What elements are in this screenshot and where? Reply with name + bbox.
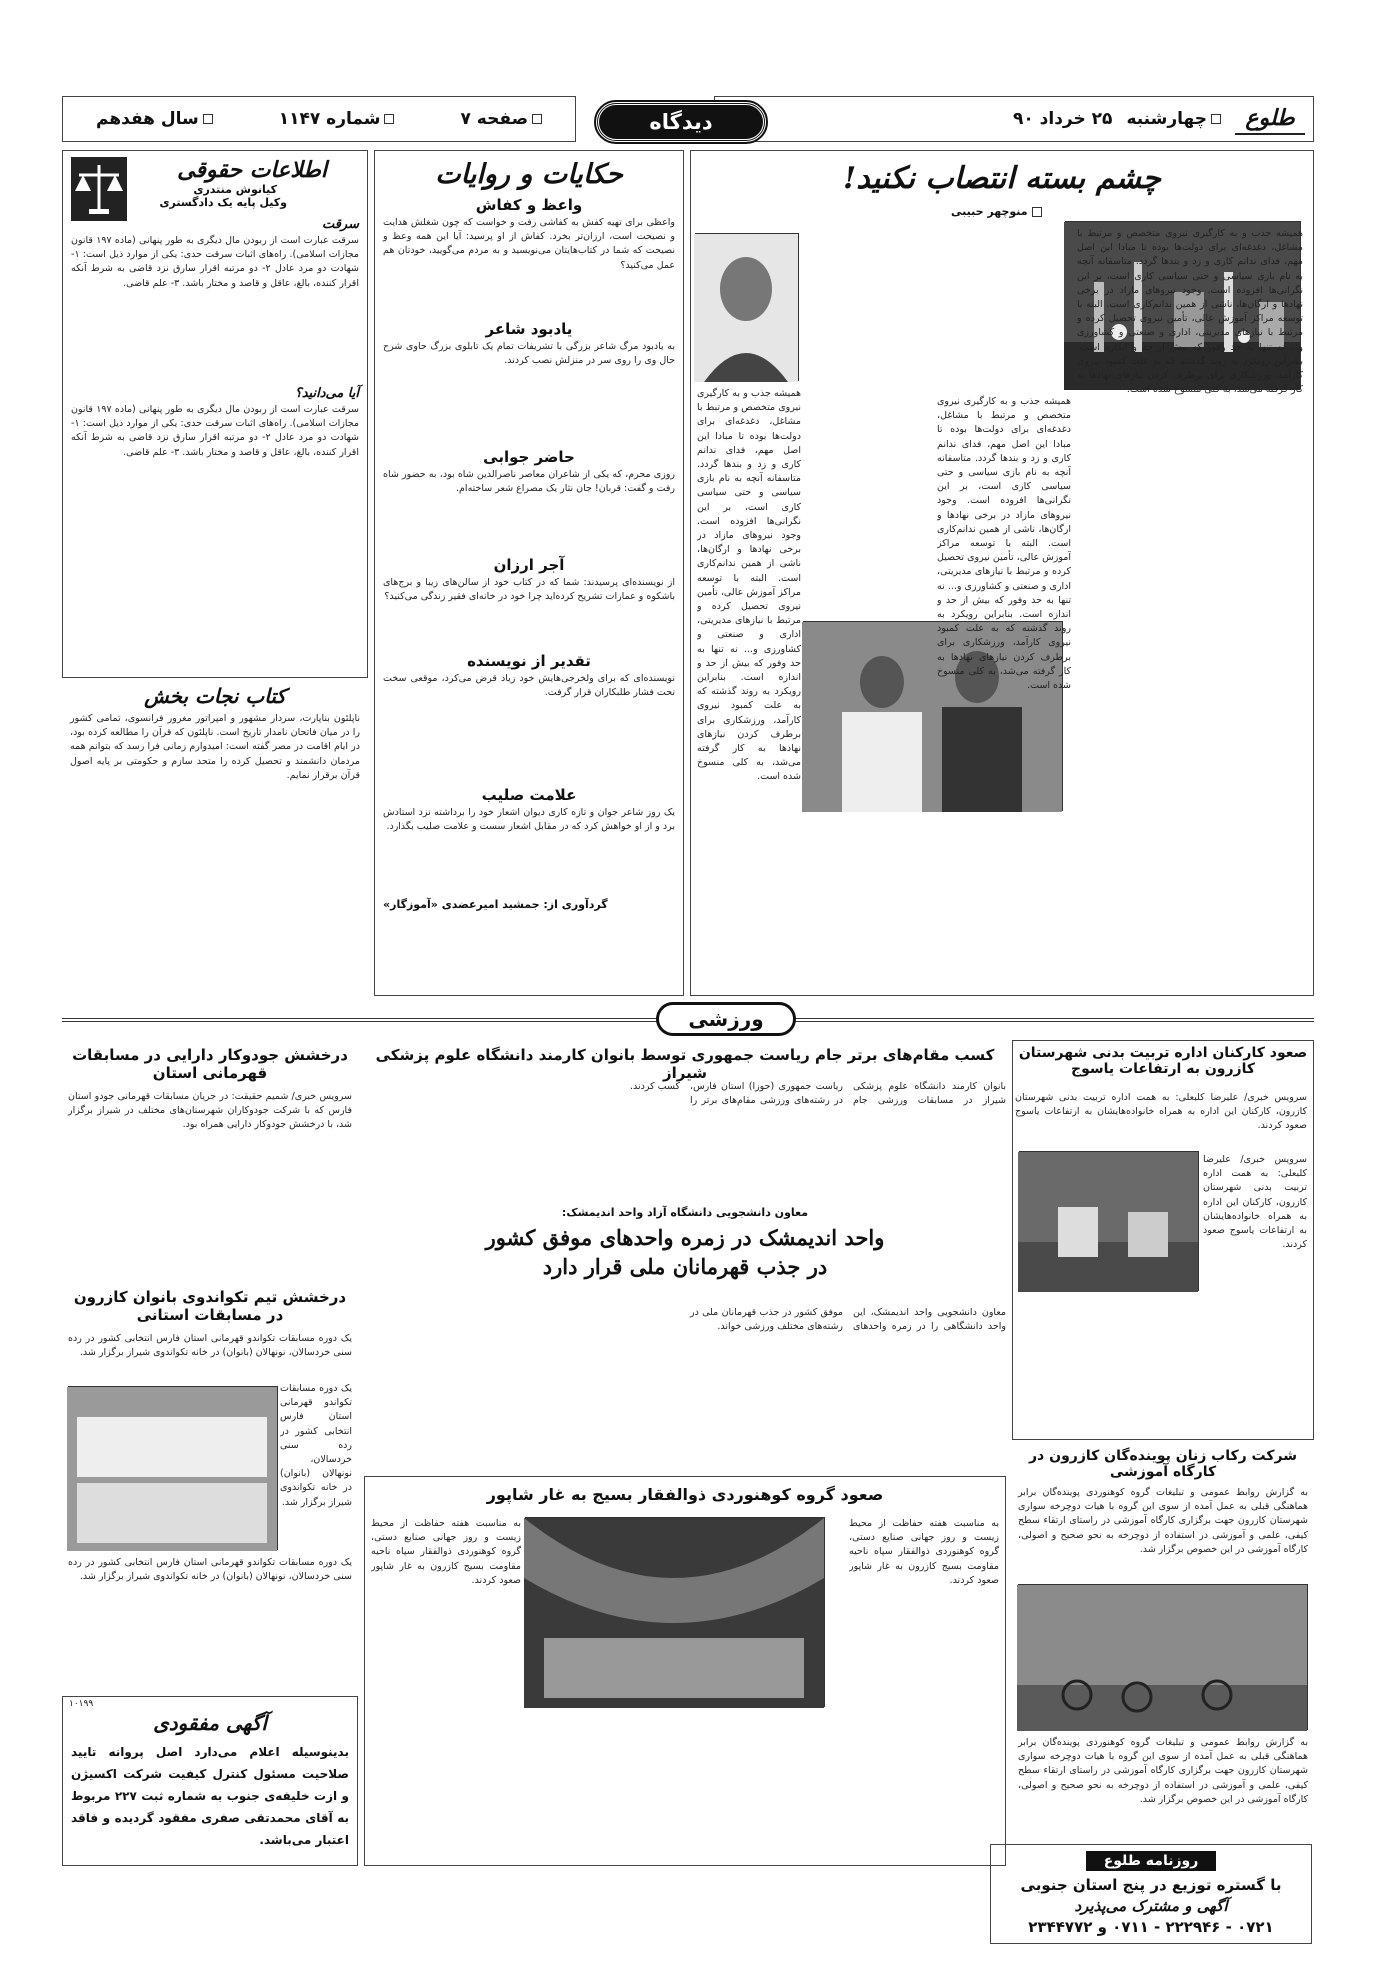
date-info bbox=[714, 96, 1314, 142]
editorial-author: منوچهر حبیبی bbox=[951, 205, 1042, 218]
editorial-body-col2: همیشه جذب و به کارگیری نیروی متخصص و مرتبط با مشاغل، دغدغه‌ای برای دولت‌ها بوده تا مبادا این اصل مهم، فدای ندانم کاری و زد و بندها گردد. متاسفانه آنچه به نام بازی سیاسی و حتی سیاسی کاری است، بر این نگرانی‌ها افزوده است. وجود نیروهای مازاد در برخی نهادها و ارگان‌ها، ناشی از همین ندانم‌کاری است. البته با توسعه مراکز آموزش عالی، تأمین نیروی تحصیل کرده و مرتبط با نیازهای مدیریتی، اداری و صنعتی و کشاورزی و... نه تنها به حد وفور که بیش از حد و اندازه است. بنابراین رویکرد به روند گذشته که به علت کمبود نیروی کارآمد، ورزشکاری برای برطرف کردن نیازهای نهادها به کار گرفته می‌شد، به کلی منسوخ شده است. bbox=[937, 396, 1071, 692]
taekwondo-photo bbox=[68, 1386, 278, 1550]
notice-body: بدینوسیله اعلام می‌دارد اصل پروانه تایید صلاحیت مسئول کنترل کیفیت شرکت اکسیژن و ازت خلیفه‌ی جنوب به شماره ثبت ۲۲۷ مربوط به آقای محمدتقی صفری مفقود گردیده و فاقد اعتبار می‌باشد. bbox=[71, 1745, 349, 1847]
newspaper-ad bbox=[990, 1844, 1312, 1944]
legal-author: کیانوش منتدری bbox=[193, 183, 277, 196]
sports-article-text: به مناسبت هفته حفاظت از محیط زیست و روز جهانی صنایع دستی، گروه کوهنوردی ذوالفقار سپاه ناحیه مقاومت بسیج کازرون به غار شاپور صعود کردند. bbox=[849, 1518, 999, 1586]
newspaper-logo: طلوع bbox=[1235, 103, 1305, 135]
sports-article bbox=[364, 1476, 1006, 1866]
sports-kicker: معاون دانشجویی دانشگاه آزاد واحد اندیمشک: bbox=[561, 1206, 809, 1219]
story-heading: حاضر جوابی bbox=[483, 448, 575, 466]
cave-photo bbox=[525, 1517, 825, 1707]
page-number: صفحه ۷ bbox=[460, 109, 542, 129]
legal-author-role: وکیل پایه یک دادگستری bbox=[159, 196, 287, 209]
sports-article-title: درخشش جودوکار دارایی در مسابقات قهرمانی استان bbox=[72, 1046, 348, 1082]
day-label: چهارشنبه bbox=[1126, 109, 1221, 129]
ad-phones: ۰۷۲۱ - ۲۲۲۹۴۶ - ۰۷۱۱ و ۲۳۴۴۷۷۲ bbox=[1028, 1918, 1274, 1936]
editorial-body-col3: همیشه جذب و به کارگیری نیروی متخصص و مرتبط با مشاغل، دغدغه‌ای برای دولت‌ها بوده تا مبادا این اصل مهم، فدای ندانم کاری و زد و بندها گردد. متاسفانه آنچه به نام بازی سیاسی و حتی سیاسی کاری است، بر این نگرانی‌ها افزوده است. وجود نیروهای مازاد در برخی نهادها و ارگان‌ها، ناشی از همین ندانم‌کاری است. البته با توسعه مراکز آموزش عالی، تأمین نیروی تحصیل کرده و مرتبط با نیازهای مدیریتی، اداری و صنعتی و کشاورزی و... نه تنها به حد وفور که بیش از حد و اندازه است. بنابراین رویکرد به روند گذشته که به علت کمبود نیروی کارآمد، ورزشکاری برای برطرف کردن نیازهای نهادها به کار گرفته می‌شد، به کلی منسوخ شده است. bbox=[697, 388, 801, 783]
section-title: دیدگاه bbox=[596, 102, 766, 142]
legal-title: اطلاعات حقوقی bbox=[177, 157, 327, 183]
story-heading: علامت صلیب bbox=[481, 786, 577, 804]
sports-article-title: درخشش تیم تکواندوی بانوان کازرون در مسابقات استانی bbox=[73, 1288, 347, 1324]
sports-article bbox=[1012, 1444, 1314, 1844]
author-photo bbox=[695, 233, 799, 381]
story-heading: یادبود شاعر bbox=[485, 320, 573, 338]
story-heading: واعظ و کفاش bbox=[475, 196, 583, 214]
editorial-block bbox=[690, 150, 1314, 996]
notice-code: ۱۰۱۹۹ bbox=[69, 1699, 94, 1709]
issue-info bbox=[62, 96, 576, 142]
sports-label: ورزشی bbox=[656, 1002, 796, 1036]
sports-article-text: معاون دانشجویی واحد اندیمشک، این واحد دانشگاهی را در زمره واحدهای موفق کشور در جذب قهرمانان ملی در رشته‌های مختلف ورزشی خواند. bbox=[690, 1307, 1006, 1333]
sports-article-text: یک دوره مسابقات تکواندو قهرمانی استان فارس انتخابی کشور در رده سنی خردسالان، نونهالان (بانوان) در خانه تکواندوی شیراز برگزار شد. bbox=[68, 1333, 352, 1359]
year-label: سال هفدهم bbox=[96, 109, 213, 129]
sports-article bbox=[364, 1206, 1006, 1306]
story-text: واعظی برای تهیه کفش به کفاشی رفت و خواست که چون شغلش هدایت و نصیحت است، ارزان‌تر بخرد. کفاش از او پرسید: آیا این همه وعظ و نصیحت که شما در کتاب‌هایتان می‌نویسید و به مردم می‌گویید، خودتان هم عمل می‌کنید؟ bbox=[383, 217, 675, 271]
sports-divider bbox=[62, 1002, 1314, 1036]
editorial-body: همیشه جذب و به کارگیری نیروی متخصص و مرتبط با مشاغل، دغدغه‌ای برای دولت‌ها بوده تا مبادا این اصل مهم، فدای ندانم کاری و زد و بندها گردد. متاسفانه آنچه به نام بازی سیاسی و حتی سیاسی کاری است، بر این نگرانی‌ها افزوده است. وجود نیروهای مازاد در برخی نهادها و ارگان‌ها، ناشی از همین ندانم‌کاری است. البته با توسعه مراکز آموزش عالی، تأمین نیروی تحصیل کرده و مرتبط با نیازهای مدیریتی، اداری و صنعتی و کشاورزی و... نه تنها به حد وفور که بیش از حد و اندازه است. بنابراین رویکرد به روند گذشته که به علت کمبود نیروی کارآمد، ورزشکاری برای برطرف کردن نیازهای نهادها به کار گرفته می‌شد، به کلی منسوخ شده است. bbox=[1077, 228, 1303, 396]
legal-text: سرقت عبارت است از ربودن مال دیگری به طور پنهانی (ماده ۱۹۷ قانون مجازات اسلامی). راه‌های اثبات سرقت حدی: یکی از موارد ذیل است: ۱- شهادت دو مرد عادل ۲- دو مرتبه اقرار سارق نزد قاضی به شرط آنکه اقرار کننده، بالغ، عاقل و قاصد و مختار باشد. ۳- علم قاضی. bbox=[71, 404, 360, 458]
book-block bbox=[62, 680, 368, 996]
story-text: نویسنده‌ای که برای ولخرجی‌هایش خود زیاد قرض می‌کرد، موقعی سخت تحت فشار طلبکاران قرار گرفت. bbox=[383, 673, 675, 699]
cyclists-photo bbox=[1018, 1584, 1308, 1730]
story-text: روزی محرم، که یکی از شاعران معاصر ناصرالدین شاه بود، به حضور شاه رفت و گفت: قربان! جان نثار یک مصراع شعر ساخته‌ام. bbox=[383, 469, 675, 495]
sports-article-title: واحد اندیمشک در زمره واحدهای موفق کشور bbox=[485, 1225, 885, 1250]
sports-article bbox=[1012, 1040, 1314, 1440]
sports-article-text: سرویس خبری/ علیرضا کلبعلی: به همت اداره تربیت بدنی شهرستان کازرون، کارکنان این اداره به همراه خانواده‌هایشان به ارتفاعات یاسوج صعود کردند. bbox=[1015, 1092, 1307, 1132]
story-heading: تقدیر از نویسنده bbox=[467, 652, 591, 670]
sports-article-text: یک دوره مسابقات تکواندو قهرمانی استان فارس انتخابی کشور در رده سنی خردسالان، نونهالان (بانوان) در خانه تکواندوی شیراز برگزار شد. bbox=[68, 1557, 352, 1583]
editorial-title: چشم بسته انتصاب نکنید! bbox=[843, 161, 1161, 196]
legal-subheading: آیا می‌دانید؟ bbox=[294, 386, 359, 401]
sports-article-title: شرکت رکاب زنان پوینده‌گان کازرون در کارگاه آموزشی bbox=[1029, 1448, 1297, 1480]
story-heading: آجر ارزان bbox=[493, 556, 565, 574]
sports-article bbox=[62, 1282, 358, 1692]
sports-article-text: سرویس خبری/ شمیم حقیقت: در جریان مسابقات قهرمانی جودو استان فارس که با شرکت جودوکاران شهرستان‌های مختلف در شیراز برگزار شد، با درخشش جودوکار دارایی همراه بود. bbox=[68, 1091, 352, 1131]
sports-article-text: سرویس خبری/ علیرضا کلبعلی: به همت اداره تربیت بدنی شهرستان کازرون، کارکنان این اداره به همراه خانواده‌هایشان به ارتفاعات یاسوج صعود کردند. bbox=[1203, 1154, 1307, 1251]
legal-subheading: سرقت bbox=[321, 217, 359, 232]
climbers-photo bbox=[1019, 1151, 1199, 1291]
issue-number: شماره ۱۱۴۷ bbox=[279, 109, 395, 129]
sports-article bbox=[62, 1040, 358, 1280]
date-label: ۲۵ خرداد ۹۰ bbox=[1012, 109, 1113, 129]
sports-article-title: در جذب قهرمانان ملی قرار دارد bbox=[542, 1254, 828, 1279]
stories-title: حکایات و روایات bbox=[435, 159, 623, 190]
story-text: یک روز شاعر جوان و تازه کاری دیوان اشعار خود را برداشته نزد استادش برد و از او خواهش کرد که در مقابل اشعار سست و علامت صلیب بگذارد. bbox=[383, 807, 675, 833]
legal-text: سرقت عبارت است از ربودن مال دیگری به طور پنهانی (ماده ۱۹۷ قانون مجازات اسلامی). راه‌های اثبات سرقت حدی: یکی از موارد ذیل است: ۱- شهادت دو مرد عادل ۲- دو مرتبه اقرار سارق نزد قاضی به شرط آنکه اقرار کننده، بالغ، عاقل و قاصد و مختار باشد. ۳- علم قاضی. bbox=[71, 235, 360, 289]
scales-icon bbox=[71, 157, 127, 221]
sports-article-text: به مناسبت هفته حفاظت از محیط زیست و روز جهانی صنایع دستی، گروه کوهنوردی ذوالفقار سپاه ناحیه مقاومت بسیج کازرون به غار شاپور صعود کردند. bbox=[371, 1518, 521, 1586]
sports-article-text: یک دوره مسابقات تکواندو قهرمانی استان فارس انتخابی کشور در رده سنی خردسالان، نونهالان (بانوان) در خانه تکواندوی شیراز برگزار شد. bbox=[280, 1383, 352, 1508]
sports-article-title: کسب مقام‌های برتر جام ریاست جمهوری توسط بانوان کارمند دانشگاه علوم پزشکی شیراز bbox=[375, 1046, 995, 1082]
sports-article-text: به گزارش روابط عمومی و تبلیغات گروه کوهنوردی پوینده‌گان برابر هماهنگی قبلی به عمل آمده از سوی این گروه با هیات دوچرخه سواری شهرستان کازرون جهت برگزاری کارگاه آموزشی در راستای ارتقاء سطح کیفی، علمی و آموزشی در استفاده از دوچرخه به نحو صحیح و اصولی، کارگاه آموزشی در این خصوص برگزار شد. bbox=[1018, 1737, 1308, 1805]
sports-article-title: صعود کارکنان اداره تربیت بدنی شهرستان کازرون به ارتفاعات یاسوج bbox=[1018, 1045, 1308, 1077]
story-text: به یادبود مرگ شاعر بزرگی با تشریفات تمام یک تابلوی بزرگ حاوی شرح حال وی را روی سر در منزلش نصب کردند. bbox=[383, 341, 675, 367]
stories-block bbox=[374, 150, 684, 996]
lost-notice bbox=[62, 1696, 358, 1866]
sports-article-text: بانوان کارمند دانشگاه علوم پزشکی شیراز در مسابقات ورزشی جام ریاست جمهوری (حوزا) استان فارس، در رشته‌های ورزشی مقام‌های برتر را کسب کردند. bbox=[630, 1081, 1006, 1107]
ad-line: با گستره توزیع در پنج استان جنوبی bbox=[1020, 1876, 1282, 1894]
book-title: کتاب نجات بخش bbox=[144, 684, 286, 708]
ad-title: روزنامه طلوع bbox=[1086, 1851, 1216, 1871]
sports-article-title: صعود گروه کوهنوردی ذوالفقار بسیج به غار شاپور bbox=[486, 1485, 884, 1504]
legal-block bbox=[62, 150, 368, 678]
notice-title: آگهی مفقودی bbox=[153, 1711, 267, 1735]
sports-article-text: به گزارش روابط عمومی و تبلیغات گروه کوهنوردی پوینده‌گان برابر هماهنگی قبلی به عمل آمده از سوی این گروه با هیات دوچرخه سواری شهرستان کازرون جهت برگزاری کارگاه آموزشی در راستای ارتقاء سطح کیفی، علمی و آموزشی در استفاده از دوچرخه به نحو صحیح و اصولی، کارگاه آموزشی در این خصوص برگزار شد. bbox=[1018, 1487, 1308, 1555]
stories-credit: گردآوری از: جمشید امیرعضدی «آموزگار» bbox=[383, 898, 608, 911]
ad-line: آگهی و مشترک می‌پذیرد bbox=[1074, 1897, 1228, 1915]
story-text: از نویسنده‌ای پرسیدند: شما که در کتاب خود از سالن‌های زیبا و برج‌های باشکوه و عمارات تشریح کرده‌اید چرا خود در خانه‌ای فقیر زندگی می‌کنید؟ bbox=[383, 577, 675, 603]
book-text: ناپلئون بناپارت، سردار مشهور و امپراتور مغرور فرانسوی، تمامی کشور را در میان فاتحان نامدار تاریخ است. ناپلئون که قرآن را مطالعه کرده بود، در ایام اقامت در مصر گفته است: امیدوارم زمانی فرا رسد که بتوانم همه مردمان دانشمند و تحصیل کرده را متحد سازم و حکومتی بر پایه اصول قرآن برقرار نمایم. bbox=[70, 713, 360, 781]
